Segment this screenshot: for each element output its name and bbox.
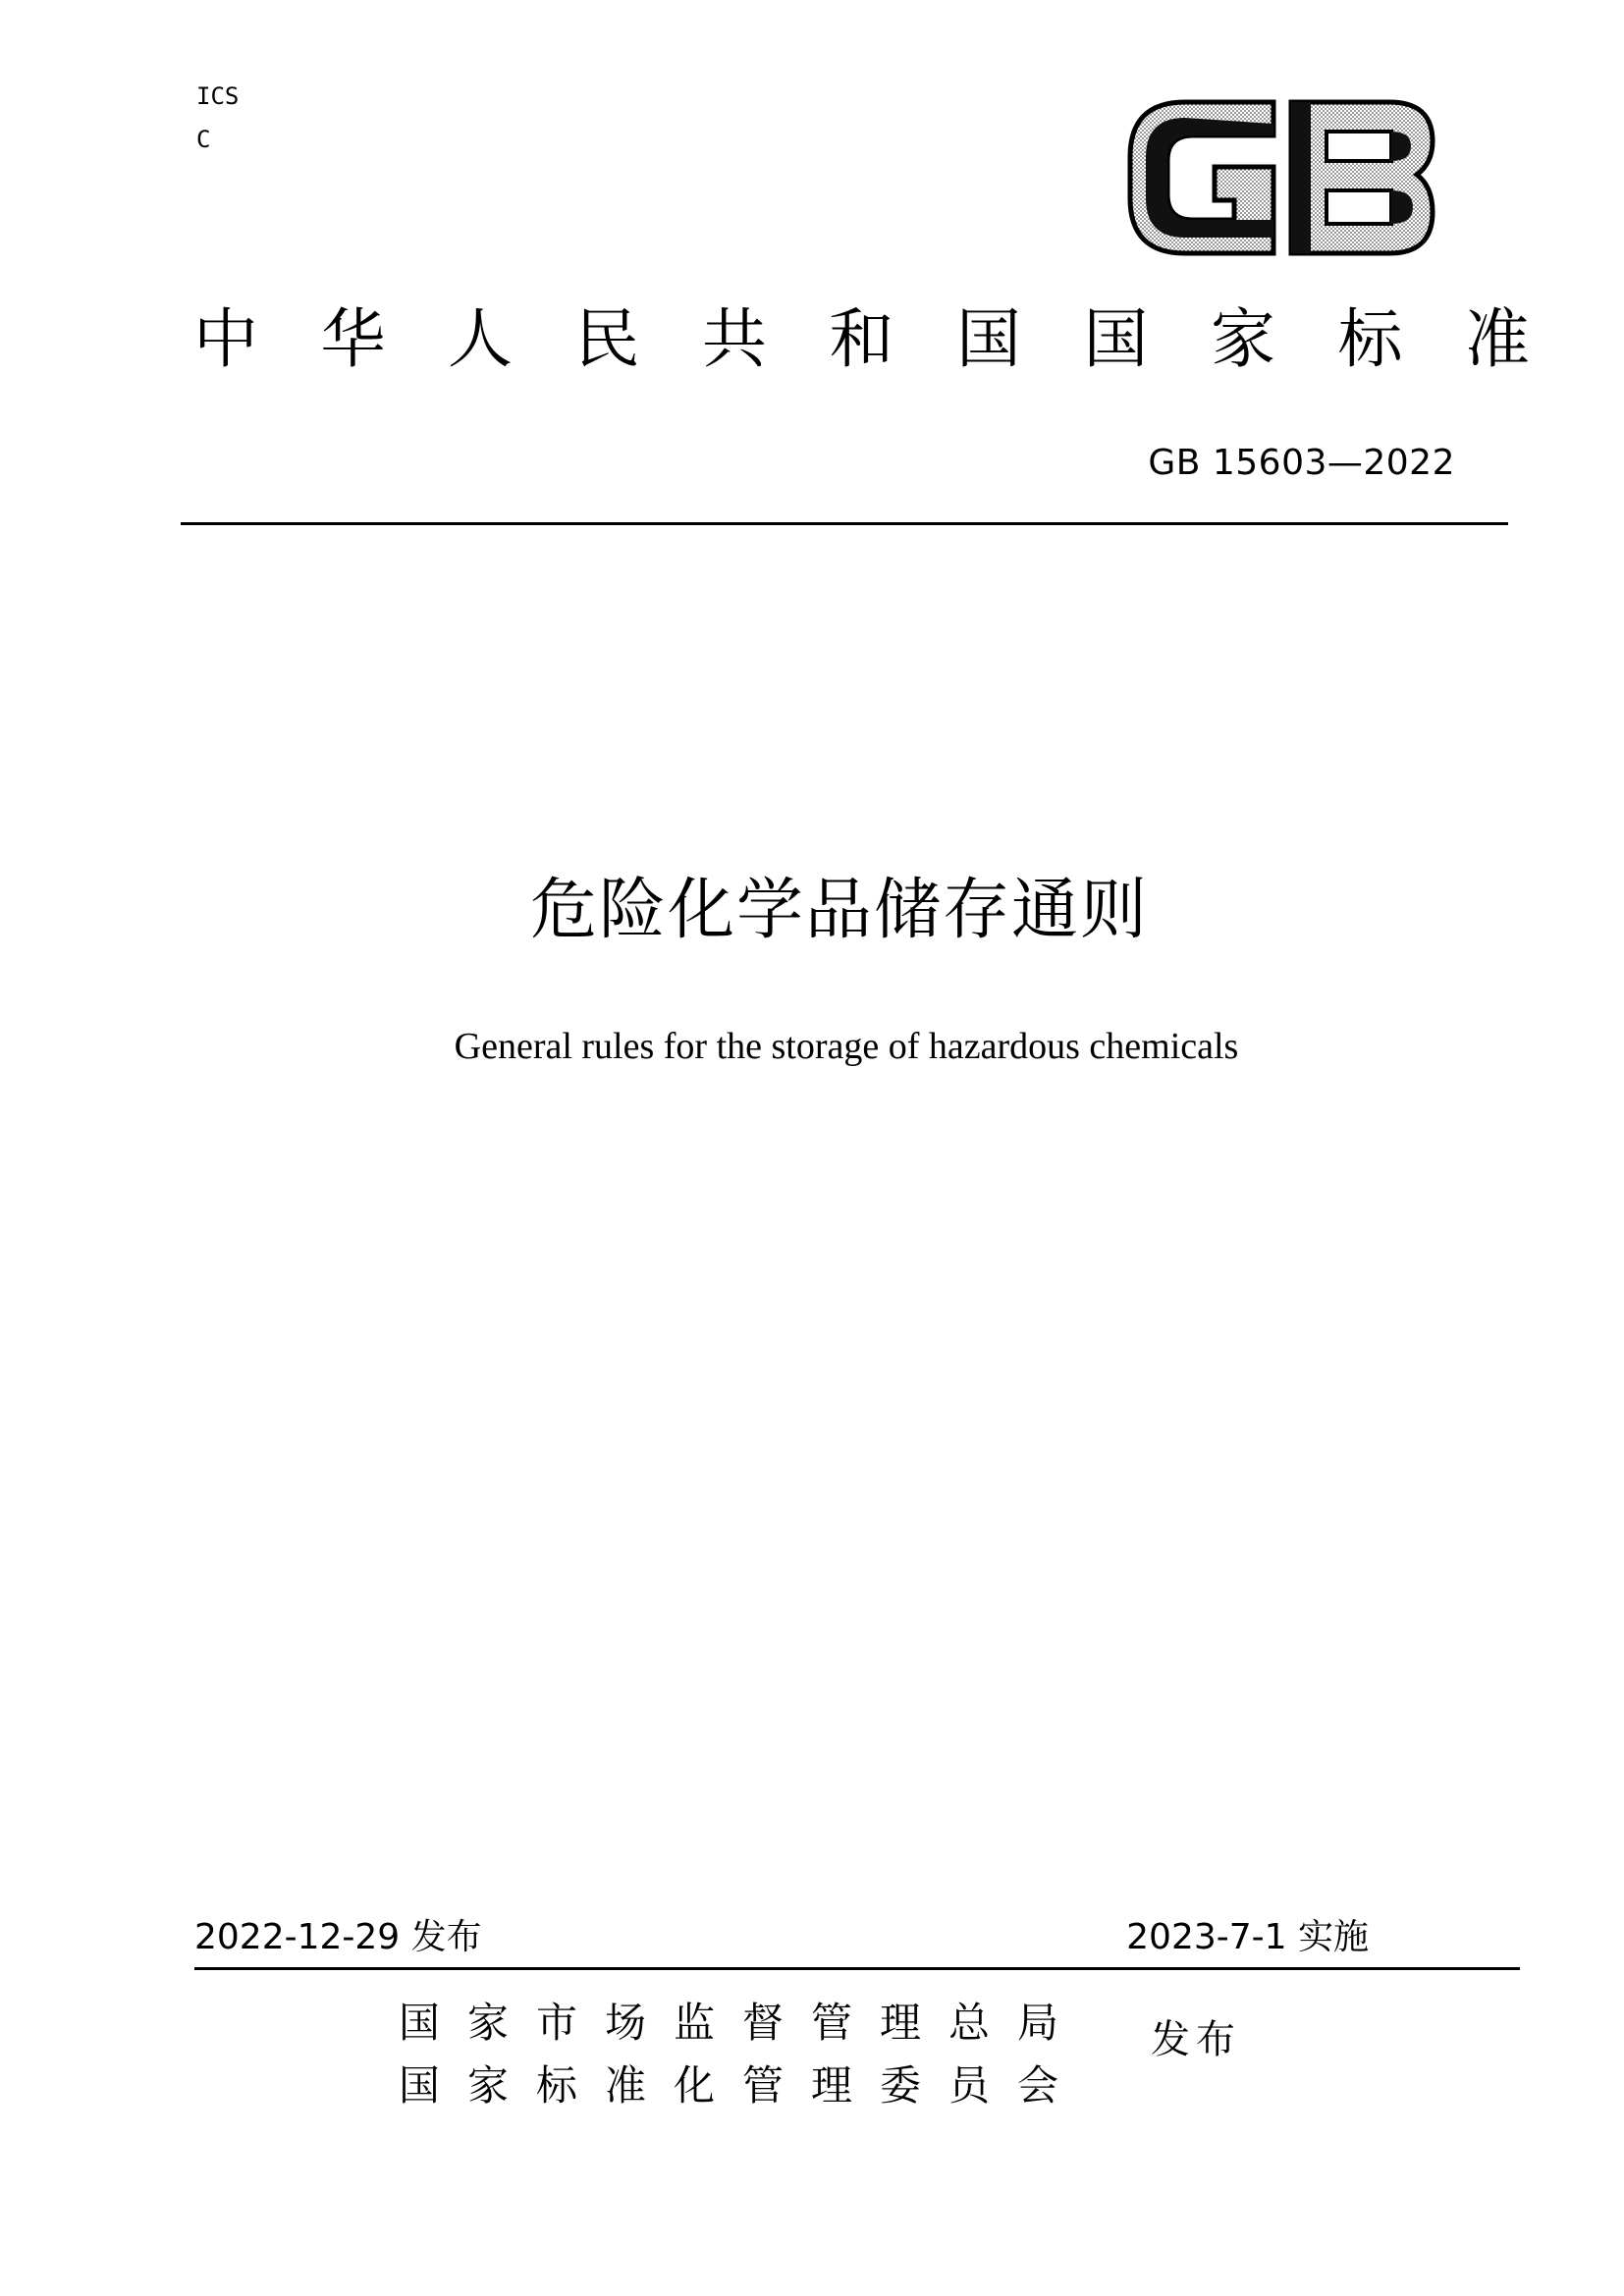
issuer-char: 理: [880, 1999, 922, 2047]
issue-date: 2022-12-29 发布: [194, 1917, 482, 1957]
issuer-char: 准: [605, 2061, 647, 2109]
heading-char: 国: [956, 301, 1021, 377]
issuer-char: 家: [467, 1999, 510, 2047]
implementation-date: 2023-7-1 实施: [1126, 1917, 1369, 1957]
heading-char: 国: [1083, 301, 1149, 377]
issuer-char: 委: [880, 2061, 922, 2109]
issuer-char: 督: [742, 1999, 785, 2047]
issuer-char: 场: [605, 1999, 647, 2047]
heading-char: 家: [1211, 301, 1275, 377]
heading-char: 标: [1337, 301, 1403, 377]
issuer-char: 局: [1017, 1999, 1059, 2047]
heading-char: 民: [574, 301, 640, 377]
issuer-char: 国: [399, 2061, 441, 2109]
heading-char: 准: [1465, 301, 1530, 377]
heading-char: 和: [829, 301, 894, 377]
title-chinese: 危险化学品储存通则: [529, 872, 1149, 949]
heading-char: 人: [448, 301, 513, 377]
header-divider: [181, 522, 1508, 525]
issued-by-label: 发布: [1151, 2017, 1241, 2062]
issuer-char: 管: [811, 1999, 853, 2047]
issuer-char: 监: [674, 1999, 716, 2047]
issuer-char: 家: [467, 2061, 510, 2109]
issuer-sac: [399, 2061, 1086, 2110]
heading-char: 中: [193, 301, 258, 377]
issuer-char: 国: [399, 1999, 441, 2047]
issuer-char: 市: [536, 1999, 578, 2047]
issuer-char: 化: [674, 2061, 716, 2109]
title-english: General rules for the storage of hazardous chemicals: [454, 1026, 1239, 1067]
issuer-char: 会: [1017, 2061, 1059, 2109]
issuer-char: 理: [811, 2061, 853, 2109]
heading-char: 共: [702, 301, 767, 377]
footer-divider: [194, 1967, 1520, 1970]
issuer-char: 标: [536, 2061, 578, 2109]
issuer-char: 总: [948, 1999, 991, 2047]
ccs-code: C: [196, 126, 211, 153]
issuer-samr: [399, 1999, 1086, 2048]
heading-char: 华: [320, 301, 386, 377]
standard-number: GB 15603—2022: [1148, 443, 1455, 483]
gb-logo-icon: [1124, 96, 1438, 259]
ics-code: ICS: [196, 82, 240, 110]
national-standard-heading: [191, 300, 1532, 379]
issuer-char: 管: [742, 2061, 785, 2109]
issuer-char: 员: [948, 2061, 991, 2109]
